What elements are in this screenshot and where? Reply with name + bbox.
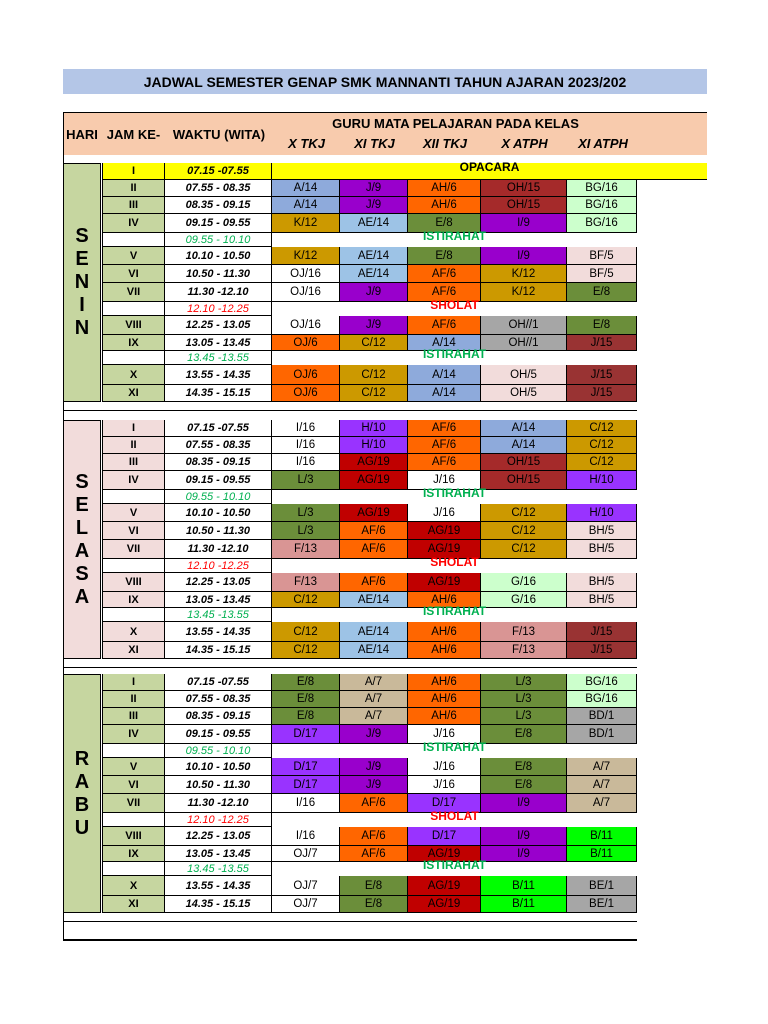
time-cell: 14.35 - 15.15 [165,385,272,402]
jam-cell: X [102,622,165,642]
jam-cell: V [102,247,165,265]
class-cell: AH/6 [408,592,481,608]
header-class-xi-atph: XI ATPH [578,136,628,151]
time-cell: 12.25 - 13.05 [165,573,272,592]
time-cell: 11.30 -12.10 [165,540,272,559]
istirahat-label: ISTIRAHAT [422,229,487,243]
istirahat-label: ISTIRAHAT [422,604,487,618]
class-cell: AE/14 [340,265,408,283]
jam-cell: IX [102,335,165,351]
istirahat-label: ISTIRAHAT [422,347,487,361]
class-cell: AE/14 [340,247,408,265]
time-cell: 07.15 -07.55 [165,674,272,691]
time-cell: 13.55 - 14.35 [165,876,272,896]
class-cell: AG/19 [408,573,481,592]
day-letter: A [74,770,90,793]
jam-cell: II [102,437,165,454]
class-cell: AG/19 [408,522,481,540]
class-cell: I/16 [272,454,340,471]
day-letter: U [74,816,90,839]
jam-cell: IV [102,214,165,233]
time-cell: 10.10 - 10.50 [165,504,272,522]
schedule-title: JADWAL SEMESTER GENAP SMK MANNANTI TAHUN AJARAN 2023/202 [63,69,707,94]
jam-cell [102,608,165,622]
class-cell: AH/6 [408,622,481,642]
class-cell: J/9 [340,725,408,744]
class-cell: F/13 [272,540,340,559]
class-cell: L/3 [481,708,567,725]
class-cell: OJ/16 [272,316,340,335]
class-cell: A/7 [567,776,637,794]
class-cell: BD/1 [567,708,637,725]
class-cell: BF/5 [567,247,637,265]
class-cell: OH/15 [481,180,567,197]
class-cell: C/12 [272,592,340,608]
class-cell: E/8 [272,674,340,691]
class-cell: AE/14 [340,214,408,233]
jam-cell [102,490,165,504]
time-cell: 12.25 - 13.05 [165,827,272,846]
class-cell: J/16 [408,504,481,522]
jam-cell: VII [102,283,165,302]
jam-cell: V [102,504,165,522]
day-letter: A [74,539,90,562]
class-cell: B/11 [567,827,637,846]
class-cell: AE/14 [340,592,408,608]
class-cell: A/7 [340,708,408,725]
jam-cell: VII [102,540,165,559]
header-class-x-atph: X ATPH [501,136,548,151]
class-cell: C/12 [272,642,340,659]
class-cell: OJ/6 [272,335,340,351]
class-cell: OJ/16 [272,265,340,283]
class-cell: J/16 [408,776,481,794]
class-cell: C/12 [481,522,567,540]
day-separator [63,921,637,922]
class-cell: F/13 [481,642,567,659]
class-cell: AF/6 [340,794,408,813]
jam-cell: I [102,163,165,180]
sholat-label: SHOLAT [430,555,479,569]
class-cell: C/12 [340,365,408,385]
class-cell: L/3 [272,522,340,540]
class-cell: L/3 [481,691,567,708]
class-cell: J/16 [408,471,481,490]
class-cell: BH/5 [567,522,637,540]
time-cell: 09.55 - 10.10 [165,744,272,758]
class-cell: AF/6 [340,540,408,559]
class-cell: I/9 [481,247,567,265]
class-cell: AH/6 [408,197,481,214]
time-cell: 07.55 - 08.35 [165,437,272,454]
class-cell: I/9 [481,846,567,862]
time-cell: 11.30 -12.10 [165,794,272,813]
class-cell: J/9 [340,197,408,214]
class-cell: L/3 [481,674,567,691]
jam-cell: XI [102,385,165,402]
jam-cell: X [102,365,165,385]
time-cell: 14.35 - 15.15 [165,642,272,659]
class-cell: OH/15 [481,471,567,490]
day-letter: E [75,493,89,516]
class-cell: J/9 [340,316,408,335]
class-cell: F/13 [272,573,340,592]
day-letter: N [74,271,90,293]
class-cell: C/12 [567,420,637,437]
class-cell: E/8 [567,316,637,335]
class-cell: BH/5 [567,540,637,559]
class-cell: C/12 [567,454,637,471]
class-cell: I/9 [481,827,567,846]
day-column [63,674,101,913]
class-cell: D/17 [272,725,340,744]
class-cell: AF/6 [408,437,481,454]
time-cell: 07.55 - 08.35 [165,691,272,708]
class-cell: BG/16 [567,674,637,691]
class-cell: A/7 [340,674,408,691]
time-cell: 07.15 -07.55 [165,420,272,437]
jam-cell: VIII [102,316,165,335]
class-cell: H/10 [567,504,637,522]
header-hari: HARI [66,126,98,142]
jam-cell [102,233,165,247]
jam-cell [102,862,165,876]
class-cell: K/12 [481,265,567,283]
time-cell: 13.55 - 14.35 [165,365,272,385]
class-cell: BG/16 [567,197,637,214]
jam-cell: VI [102,776,165,794]
class-cell: A/14 [481,420,567,437]
istirahat-label: ISTIRAHAT [422,858,487,872]
jam-cell: IV [102,725,165,744]
time-cell: 08.35 - 09.15 [165,708,272,725]
class-cell: OH//1 [481,316,567,335]
class-cell: A/7 [567,758,637,776]
class-cell: BH/5 [567,592,637,608]
class-cell: D/17 [272,758,340,776]
class-cell: E/8 [340,876,408,896]
jam-cell: III [102,197,165,214]
class-cell: AE/14 [340,622,408,642]
class-cell: F/13 [481,622,567,642]
jam-cell [102,813,165,827]
class-cell: E/8 [408,247,481,265]
header-waktu: WAKTU (WITA) [172,126,266,142]
jam-cell [102,744,165,758]
class-cell: AH/6 [408,708,481,725]
header-jam: JAM KE- [106,126,161,142]
jam-cell: IX [102,592,165,608]
time-cell: 09.15 - 09.55 [165,214,272,233]
class-cell: OJ/16 [272,283,340,302]
jam-cell: I [102,420,165,437]
class-cell: E/8 [481,776,567,794]
time-cell: 10.50 - 11.30 [165,776,272,794]
class-cell: A/14 [408,385,481,402]
class-cell: AG/19 [408,846,481,862]
class-cell: AF/6 [340,846,408,862]
class-cell: A/7 [567,794,637,813]
class-cell: J/15 [567,622,637,642]
time-cell: 10.10 - 10.50 [165,247,272,265]
class-cell: BG/16 [567,214,637,233]
jam-cell: X [102,876,165,896]
class-cell: D/17 [408,794,481,813]
day-letter: I [79,294,85,316]
class-cell: AF/6 [408,454,481,471]
class-cell: AH/6 [408,180,481,197]
class-cell: AG/19 [408,876,481,896]
class-cell: AF/6 [408,265,481,283]
class-cell: H/10 [340,437,408,454]
class-cell: J/9 [340,758,408,776]
class-cell: D/17 [408,827,481,846]
class-cell: J/16 [408,758,481,776]
header-guru: GURU MATA PELAJARAN PADA KELAS [332,115,579,131]
time-cell: 08.35 - 09.15 [165,454,272,471]
day-column [63,163,101,402]
sholat-label: SHOLAT [430,298,479,312]
time-cell: 13.45 -13.55 [165,862,272,876]
class-cell: D/17 [272,776,340,794]
jam-cell [102,351,165,365]
jam-cell: XI [102,896,165,913]
class-cell: OJ/7 [272,896,340,913]
class-cell: E/8 [272,691,340,708]
sholat-label: SHOLAT [430,809,479,823]
day-separator [63,667,637,668]
class-cell: AF/6 [408,283,481,302]
jam-cell: V [102,758,165,776]
class-cell: H/10 [567,471,637,490]
time-cell: 13.05 - 13.45 [165,846,272,862]
class-cell: C/12 [481,540,567,559]
class-cell: AG/19 [340,454,408,471]
day-letter: A [74,585,90,608]
class-cell: J/15 [567,335,637,351]
class-cell: AH/6 [408,642,481,659]
class-cell: J/9 [340,283,408,302]
time-cell: 13.45 -13.55 [165,608,272,622]
class-cell: C/12 [340,385,408,402]
jam-cell: VIII [102,573,165,592]
class-cell: OH/15 [481,197,567,214]
class-cell: J/16 [408,725,481,744]
class-cell: A/14 [481,437,567,454]
class-cell: I/9 [481,214,567,233]
time-cell: 07.15 -07.55 [165,163,272,180]
time-cell: 10.50 - 11.30 [165,265,272,283]
class-cell: BD/1 [567,725,637,744]
day-column [63,420,101,659]
class-cell: BF/5 [567,265,637,283]
day-letter: L [75,516,89,539]
class-cell: G/16 [481,592,567,608]
time-cell: 09.15 - 09.55 [165,725,272,744]
class-cell: J/9 [340,180,408,197]
jam-cell: VI [102,522,165,540]
table-bottom-border [63,939,637,941]
class-cell: K/12 [481,283,567,302]
class-cell: OH/5 [481,365,567,385]
jam-cell: IX [102,846,165,862]
day-letter: S [75,470,89,493]
time-cell: 13.55 - 14.35 [165,622,272,642]
class-cell: AE/14 [340,642,408,659]
class-cell: I/16 [272,437,340,454]
class-cell: A/14 [272,197,340,214]
class-cell: A/7 [340,691,408,708]
time-cell: 14.35 - 15.15 [165,896,272,913]
header-class-xii-tkj: XII TKJ [422,136,468,151]
class-cell: AH/6 [408,691,481,708]
class-cell: I/16 [272,827,340,846]
jam-cell: VIII [102,827,165,846]
day-letter: R [74,747,90,770]
class-cell: AF/6 [340,522,408,540]
jam-cell: III [102,454,165,471]
class-cell: C/12 [340,335,408,351]
time-cell: 10.50 - 11.30 [165,522,272,540]
class-cell: OH//1 [481,335,567,351]
class-cell: J/9 [340,776,408,794]
table-header [63,113,707,155]
class-cell: I/16 [272,420,340,437]
istirahat-label: ISTIRAHAT [422,486,487,500]
class-cell: C/12 [272,622,340,642]
time-cell: 11.30 -12.10 [165,283,272,302]
class-cell: OJ/6 [272,385,340,402]
class-cell: E/8 [481,758,567,776]
time-cell: 13.05 - 13.45 [165,335,272,351]
class-cell: BG/16 [567,180,637,197]
day-letter: S [75,562,89,585]
jam-cell: II [102,691,165,708]
opacara-label: OPACARA [272,163,707,180]
header-class-xi-tkj: XI TKJ [354,136,395,151]
jam-cell: II [102,180,165,197]
time-cell: 12.10 -12.25 [165,813,272,827]
jam-cell [102,302,165,316]
class-cell: OH/15 [481,454,567,471]
class-cell: B/11 [481,876,567,896]
time-cell: 09.55 - 10.10 [165,233,272,247]
class-cell: E/8 [340,896,408,913]
time-cell: 12.10 -12.25 [165,559,272,573]
class-cell: A/14 [408,365,481,385]
time-cell: 12.10 -12.25 [165,302,272,316]
jam-cell: XI [102,642,165,659]
jam-cell: III [102,708,165,725]
class-cell: BG/16 [567,691,637,708]
class-cell: B/11 [567,846,637,862]
class-cell: E/8 [408,214,481,233]
time-cell: 07.55 - 08.35 [165,180,272,197]
class-cell: J/15 [567,365,637,385]
class-cell: B/11 [481,896,567,913]
class-cell: OJ/7 [272,876,340,896]
class-cell: C/12 [481,504,567,522]
jam-cell: VI [102,265,165,283]
class-cell: I/16 [272,794,340,813]
class-cell: OJ/7 [272,846,340,862]
time-cell: 09.15 - 09.55 [165,471,272,490]
class-cell: OH/5 [481,385,567,402]
istirahat-label: ISTIRAHAT [422,740,487,754]
time-cell: 09.55 - 10.10 [165,490,272,504]
class-cell: L/3 [272,504,340,522]
time-cell: 12.25 - 13.05 [165,316,272,335]
day-separator [63,410,637,411]
class-cell: BE/1 [567,876,637,896]
class-cell: OJ/6 [272,365,340,385]
class-cell: K/12 [272,247,340,265]
class-cell: AF/6 [340,573,408,592]
class-cell: J/15 [567,642,637,659]
table-top-border [63,112,707,113]
class-cell: H/10 [340,420,408,437]
time-cell: 08.35 - 09.15 [165,197,272,214]
class-cell: A/14 [408,335,481,351]
jam-cell: I [102,674,165,691]
class-cell: I/9 [481,794,567,813]
class-cell: AH/6 [408,674,481,691]
time-cell: 13.45 -13.55 [165,351,272,365]
class-cell: J/15 [567,385,637,402]
class-cell: AG/19 [408,896,481,913]
class-cell: AG/19 [340,504,408,522]
jam-cell: IV [102,471,165,490]
class-cell: G/16 [481,573,567,592]
class-cell: K/12 [272,214,340,233]
class-cell: C/12 [567,437,637,454]
time-cell: 13.05 - 13.45 [165,592,272,608]
class-cell: L/3 [272,471,340,490]
day-letter: S [75,225,89,247]
time-cell: 10.10 - 10.50 [165,758,272,776]
class-cell: A/14 [272,180,340,197]
day-letter: E [75,248,89,270]
day-letter: N [74,317,90,339]
class-cell: AF/6 [408,316,481,335]
class-cell: AG/19 [408,540,481,559]
jam-cell: VII [102,794,165,813]
class-cell: E/8 [481,725,567,744]
class-cell: AF/6 [408,420,481,437]
day-letter: B [74,793,90,816]
class-cell: AF/6 [340,827,408,846]
class-cell: E/8 [567,283,637,302]
class-cell: E/8 [272,708,340,725]
jam-cell [102,559,165,573]
table-left-border [63,112,64,940]
class-cell: BE/1 [567,896,637,913]
class-cell: AG/19 [340,471,408,490]
class-cell: BH/5 [567,573,637,592]
header-class-x-tkj: X TKJ [288,136,325,151]
